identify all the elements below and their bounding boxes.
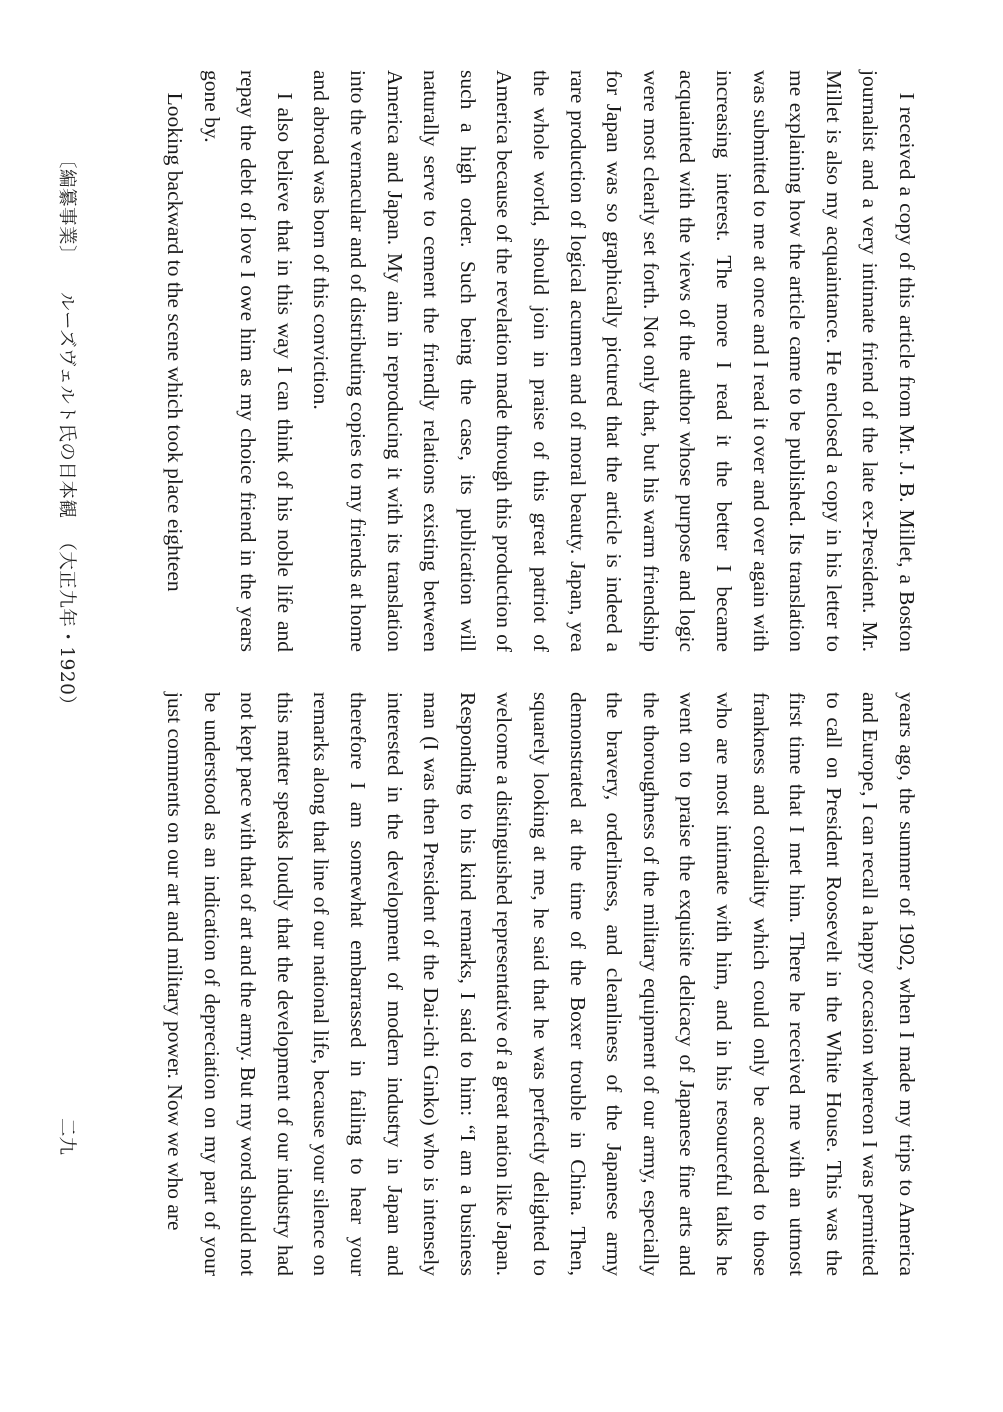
- page-number: 二九: [56, 1118, 77, 1156]
- footer-title: ルーズヴェルト氏の日本観: [56, 292, 77, 519]
- footer-category: 〔編纂事業〕: [56, 150, 77, 265]
- running-footer: [55, 150, 81, 714]
- paragraph-looking-backward: Looking backward to the scene which took place eighteen: [163, 92, 188, 592]
- text-column-left: [157, 70, 925, 652]
- text-column-right: [157, 692, 925, 1276]
- footer-year: （大正九年・1920）: [56, 532, 77, 715]
- paragraph-article-received: I received a copy of this article from Mr. J. B. Millet, a Boston journalist and a very intimate friend of the late ex-President. Mr. Millet is also my acquaintance. He enclosed a copy in his letter to me explaining how the article came to be published. Its translation was submitted to me at once and I read it over and over again with increasing interest. The more I read it the better I became acquainted with the views of the author whose purpose and logic were most clearly set forth. Not only that, but his warm friendship for Japan was so graphically pictured that the article is indeed a rare production of logical acumen and of moral beauty. Japan, yea the whole world, should join in praise of this great patriot of America because of the revelation made through this production of such a high order. Such being the case, its publication will naturally serve to cement the friendly relations existing between America and Japan. My aim in reproducing it with its translation into the vernacular and of distributing copies to my friends at home and abroad was born of this conviction.: [309, 70, 919, 652]
- paragraph-noble-life: I also believe that in this way I can think of his noble life and repay the debt of love I owe him as my choice friend in the years gone by.: [199, 70, 297, 652]
- paragraph-roosevelt-meeting: years ago, the summer of 1902, when I made my trips to America and Europe, I can recall a happy occasion whereon I was permitted to call on President Roosevelt in the White House. This was the first time that I met him. There he received me with an utmost frankness and cordiality which could only be accorded to those who are most intimate with him, and in his resourceful talks he went on to praise the exquisite delicacy of Japanese fine arts and the thoroughness of the military equipment of our army, especially the bravery, orderliness, and cleanliness of the Japanese army demonstrated at the time of the Boxer trouble in China. Then, squarely looking at me, he said that he was perfectly delighted to welcome a distinguished representative of a great nation like Japan. Responding to his kind remarks, I said to him: “I am a business man (I was then President of the Dai-ichi Ginko) who is intensely interested in the development of modern industry in Japan and therefore I am somewhat embarrassed in failing to hear your remarks along that line of our national life, because your silence on this matter speaks loudly that the development of our industry had not kept pace with that of art and the army. But my word should not be understood as an indication of depreciation on my part of your just comments on our art and military power. Now we who are: [163, 692, 919, 1276]
